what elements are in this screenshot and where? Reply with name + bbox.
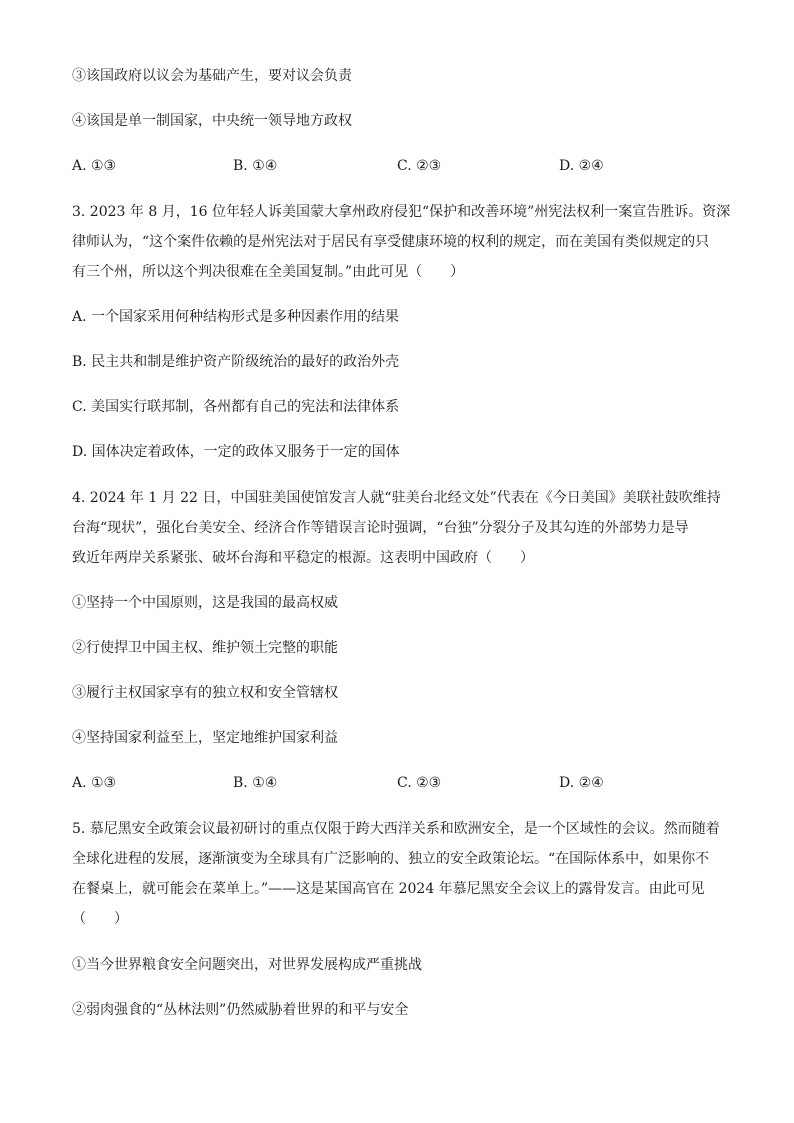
q4-option-a: A. ①③ [72,775,117,791]
q4-statement-2: ②行使捍卫中国主权、维护领土完整的职能 [72,640,338,656]
q3-stem-line-1: 3. 2023 年 8 月，16 位年轻人诉美国蒙大拿州政府侵犯“保护和改善环境”州宪法权利一案宣告胜诉。资深 [72,204,731,220]
q4-statement-4: ④坚持国家利益至上，坚定地维护国家利益 [72,730,338,746]
q2-option-d: D. ②④ [559,158,604,174]
q2-statement-3: ③该国政府以议会为基础产生，要对议会负责 [72,68,352,84]
q4-stem-line-2: 台海“现状”，强化台美安全、经济合作等错误言论时强调，“台独”分裂分子及其勾连的外部势力是导 [72,520,689,536]
q3-option-c: C. 美国实行联邦制，各州都有自己的宪法和法律体系 [72,399,400,415]
q4-option-c: C. ②③ [397,775,442,791]
q4-option-d: D. ②④ [559,775,604,791]
q4-statement-3: ③履行主权国家享有的独立权和安全管辖权 [72,685,338,701]
q3-option-b: B. 民主共和制是维护资产阶级统治的最好的政治外壳 [72,354,400,370]
q3-stem-line-3: 有三个州，所以这个判决很难在全美国复制。”由此可见（ ） [72,264,465,280]
q4-options [72,774,732,792]
q2-statement-4: ④该国是单一制国家，中央统一领导地方政权 [72,113,352,129]
q3-stem-line-2: 律师认为，“这个案件依赖的是州宪法对于居民有享受健康环境的权利的规定，而在美国有类似规定的只 [72,234,710,250]
q3-option-a: A. 一个国家采用何种结构形式是多种因素作用的结果 [72,309,400,325]
q5-statement-1: ①当今世界粮食安全问题突出，对世界发展构成严重挑战 [72,957,422,973]
q2-option-b: B. ①④ [233,158,278,174]
q5-stem-line-2: 全球化进程的发展，逐渐演变为全球具有广泛影响的、独立的安全政策论坛。“在国际体系中，如果你不 [72,851,710,867]
q4-option-b: B. ①④ [233,775,278,791]
q5-stem-line-1: 5. 慕尼黑安全政策会议最初研讨的重点仅限于跨大西洋关系和欧洲安全，是一个区域性的会议。然而随着 [72,821,720,837]
q2-option-a: A. ①③ [72,158,117,174]
q3-option-d: D. 国体决定着政体，一定的政体又服务于一定的国体 [72,444,400,460]
q4-statement-1: ①坚持一个中国原则，这是我国的最高权威 [72,595,338,611]
q5-stem-line-3: 在餐桌上，就可能会在菜单上。”——这是某国高官在 2024 年慕尼黑安全会议上的露骨发言。由此可见 [72,881,705,897]
q5-statement-2: ②弱肉强食的“丛林法则”仍然威胁着世界的和平与安全 [72,1002,409,1018]
q4-stem-line-3: 致近年两岸关系紧张、破坏台海和平稳定的根源。这表明中国政府（ ） [72,550,534,566]
q2-option-c: C. ②③ [397,158,442,174]
q5-stem-line-4: （ ） [72,911,128,927]
q2-options [72,157,732,175]
q4-stem-line-1: 4. 2024 年 1 月 22 日，中国驻美国使馆发言人就“驻美台北经文处”代表在《今日美国》美联社鼓吹维持 [72,490,721,506]
